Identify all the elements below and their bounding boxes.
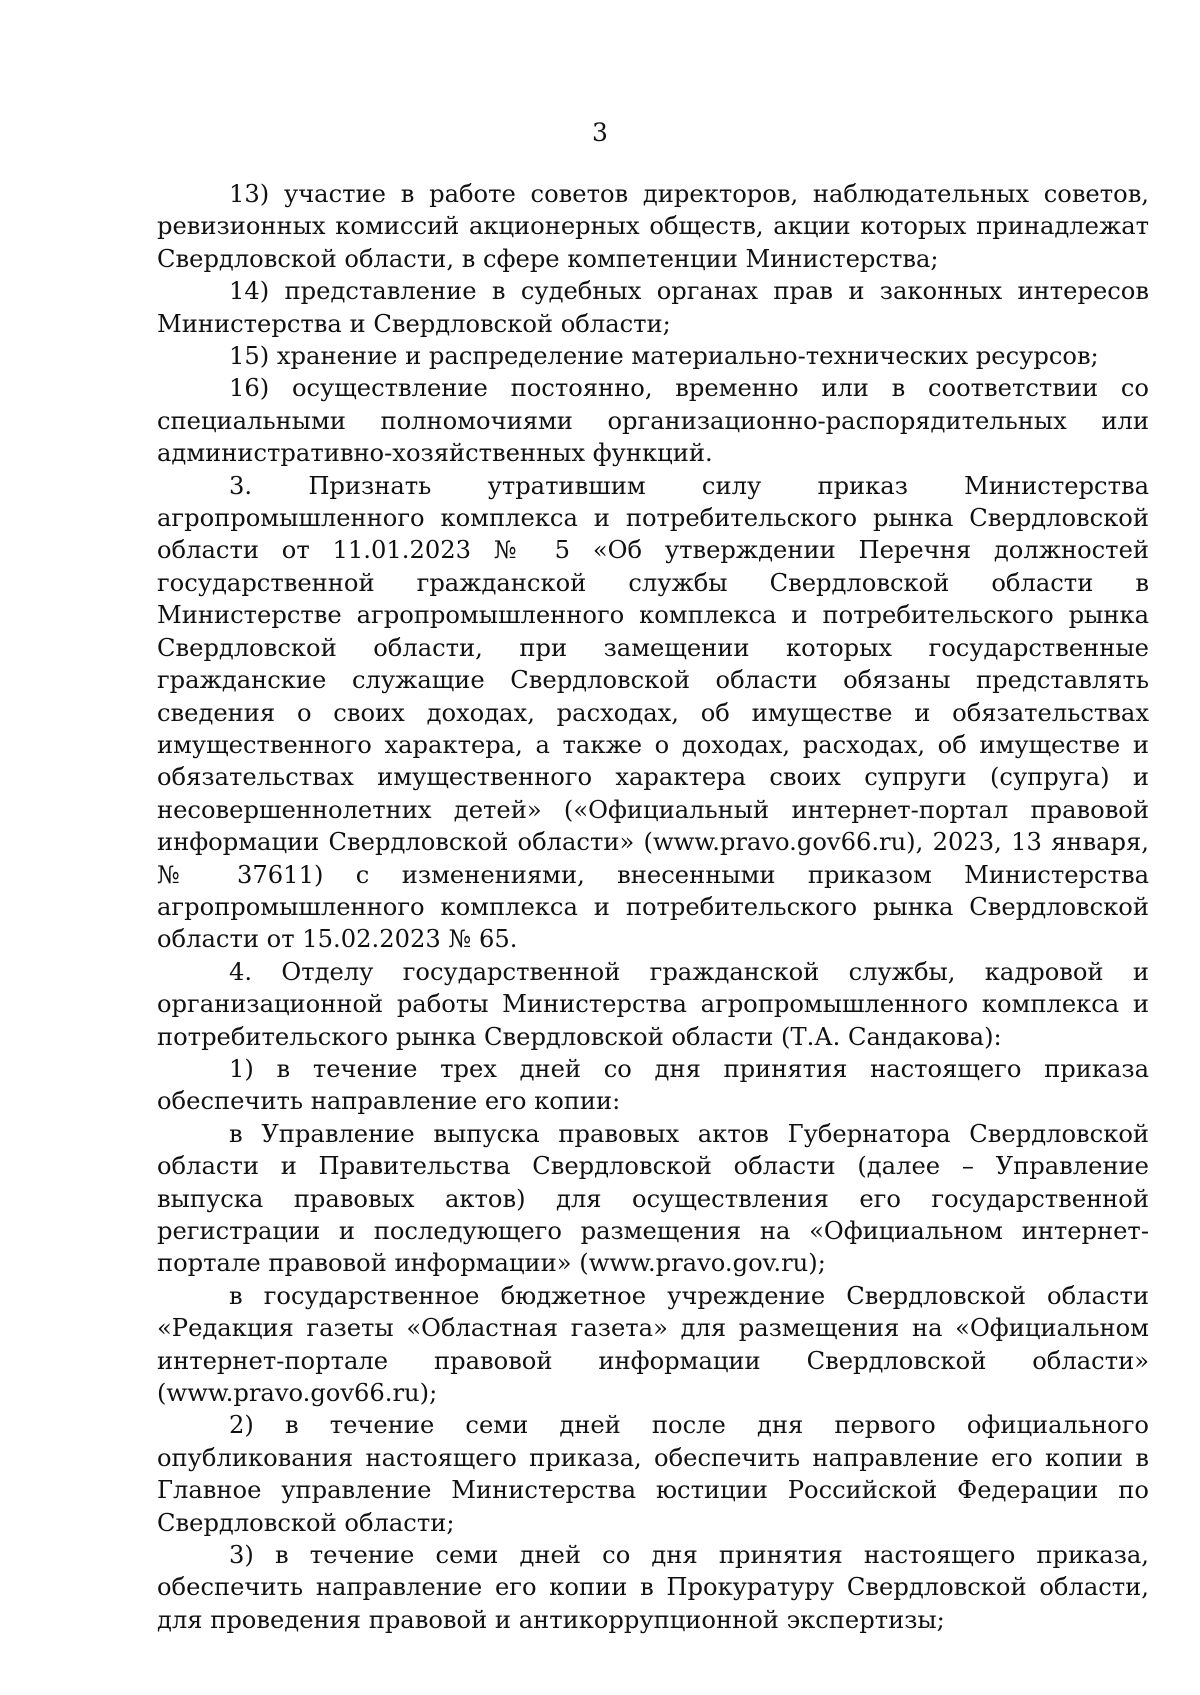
page-number: 3 — [592, 118, 608, 147]
paragraph-clause-4: 4. Отделу государственной гражданской службы, кадровой и организационной работы Министерства агропромышленного комплекса и потребительского рынка Свердловской области (Т.А. Сандакова): — [157, 957, 1149, 1051]
paragraph-clause-3: 3. Признать утратившим силу приказ Министерства агропромышленного комплекса и потребительского рынка Свердловской области от 11.01.2023 № 5 «Об утверждении Перечня должностей государственной гражданской службы Свердловской области в Министерстве агропромышленного комплекса и потребительского рынка Свердловской области, при замещении которых государственные гражданские служащие Свердловской области обязаны представлять сведения о своих доходах, расходах, об имуществе и обязательствах имущественного характера, а также о доходах, расходах, об имуществе и обязательствах имущественного характера своих супруги (супруга) и несовершеннолетних детей» («Официальный интернет-портал правовой информации Свердловской области» (www.pravo.gov66.ru), 2023, 13 января, № 37611) с изменениями, внесенными приказом Министерства агропромышленного комплекса и потребительского рынка Свердловской области от 15.02.2023 № 65. — [157, 471, 1149, 954]
paragraph-recipient-legal-acts: в Управление выпуска правовых актов Губернатора Свердловской области и Правительства Свердловской области (далее – Управление выпуска правовых актов) для осуществления его государственной регистрации и последующего размещения на «Официальном интернет-портале правовой информации» (www.pravo.gov.ru); — [157, 1119, 1149, 1278]
document-body — [157, 178, 1149, 1636]
paragraph-item-13: 13) участие в работе советов директоров, наблюдательных советов, ревизионных комиссий акционерных обществ, акции которых принадлежат Свердловской области, в сфере компетенции Министерства; — [157, 180, 1149, 273]
paragraph-recipient-newspaper: в государственное бюджетное учреждение Свердловской области «Редакция газеты «Областная газета» для размещения на «Официальном интернет-портале правовой информации Свердловской области» (www.pravo.gov66.ru); — [157, 1281, 1149, 1408]
paragraph-item-16: 16) осуществление постоянно, временно или в соответствии со специальными полномочиями организационно-распорядительных или административно-хозяйственных функций. — [157, 374, 1149, 468]
paragraph-item-14: 14) представление в судебных органах прав и законных интересов Министерства и Свердловской области; — [157, 277, 1149, 338]
paragraph-subitem-3: 3) в течение семи дней со дня принятия настоящего приказа, обеспечить направление его копии в Прокуратуру Свердловской области, для проведения правовой и антикоррупционной экспертизы; — [157, 1541, 1149, 1634]
paragraph-subitem-2: 2) в течение семи дней после дня первого официального опубликования настоящего приказа, обеспечить направление его копии в Главное управление Министерства юстиции Российской Федерации по Свердловской области; — [157, 1411, 1149, 1537]
paragraph-item-15: 15) хранение и распределение материально-технических ресурсов; — [229, 342, 1099, 371]
paragraph-subitem-1: 1) в течение трех дней со дня принятия настоящего приказа обеспечить направление его копии: — [157, 1054, 1149, 1116]
